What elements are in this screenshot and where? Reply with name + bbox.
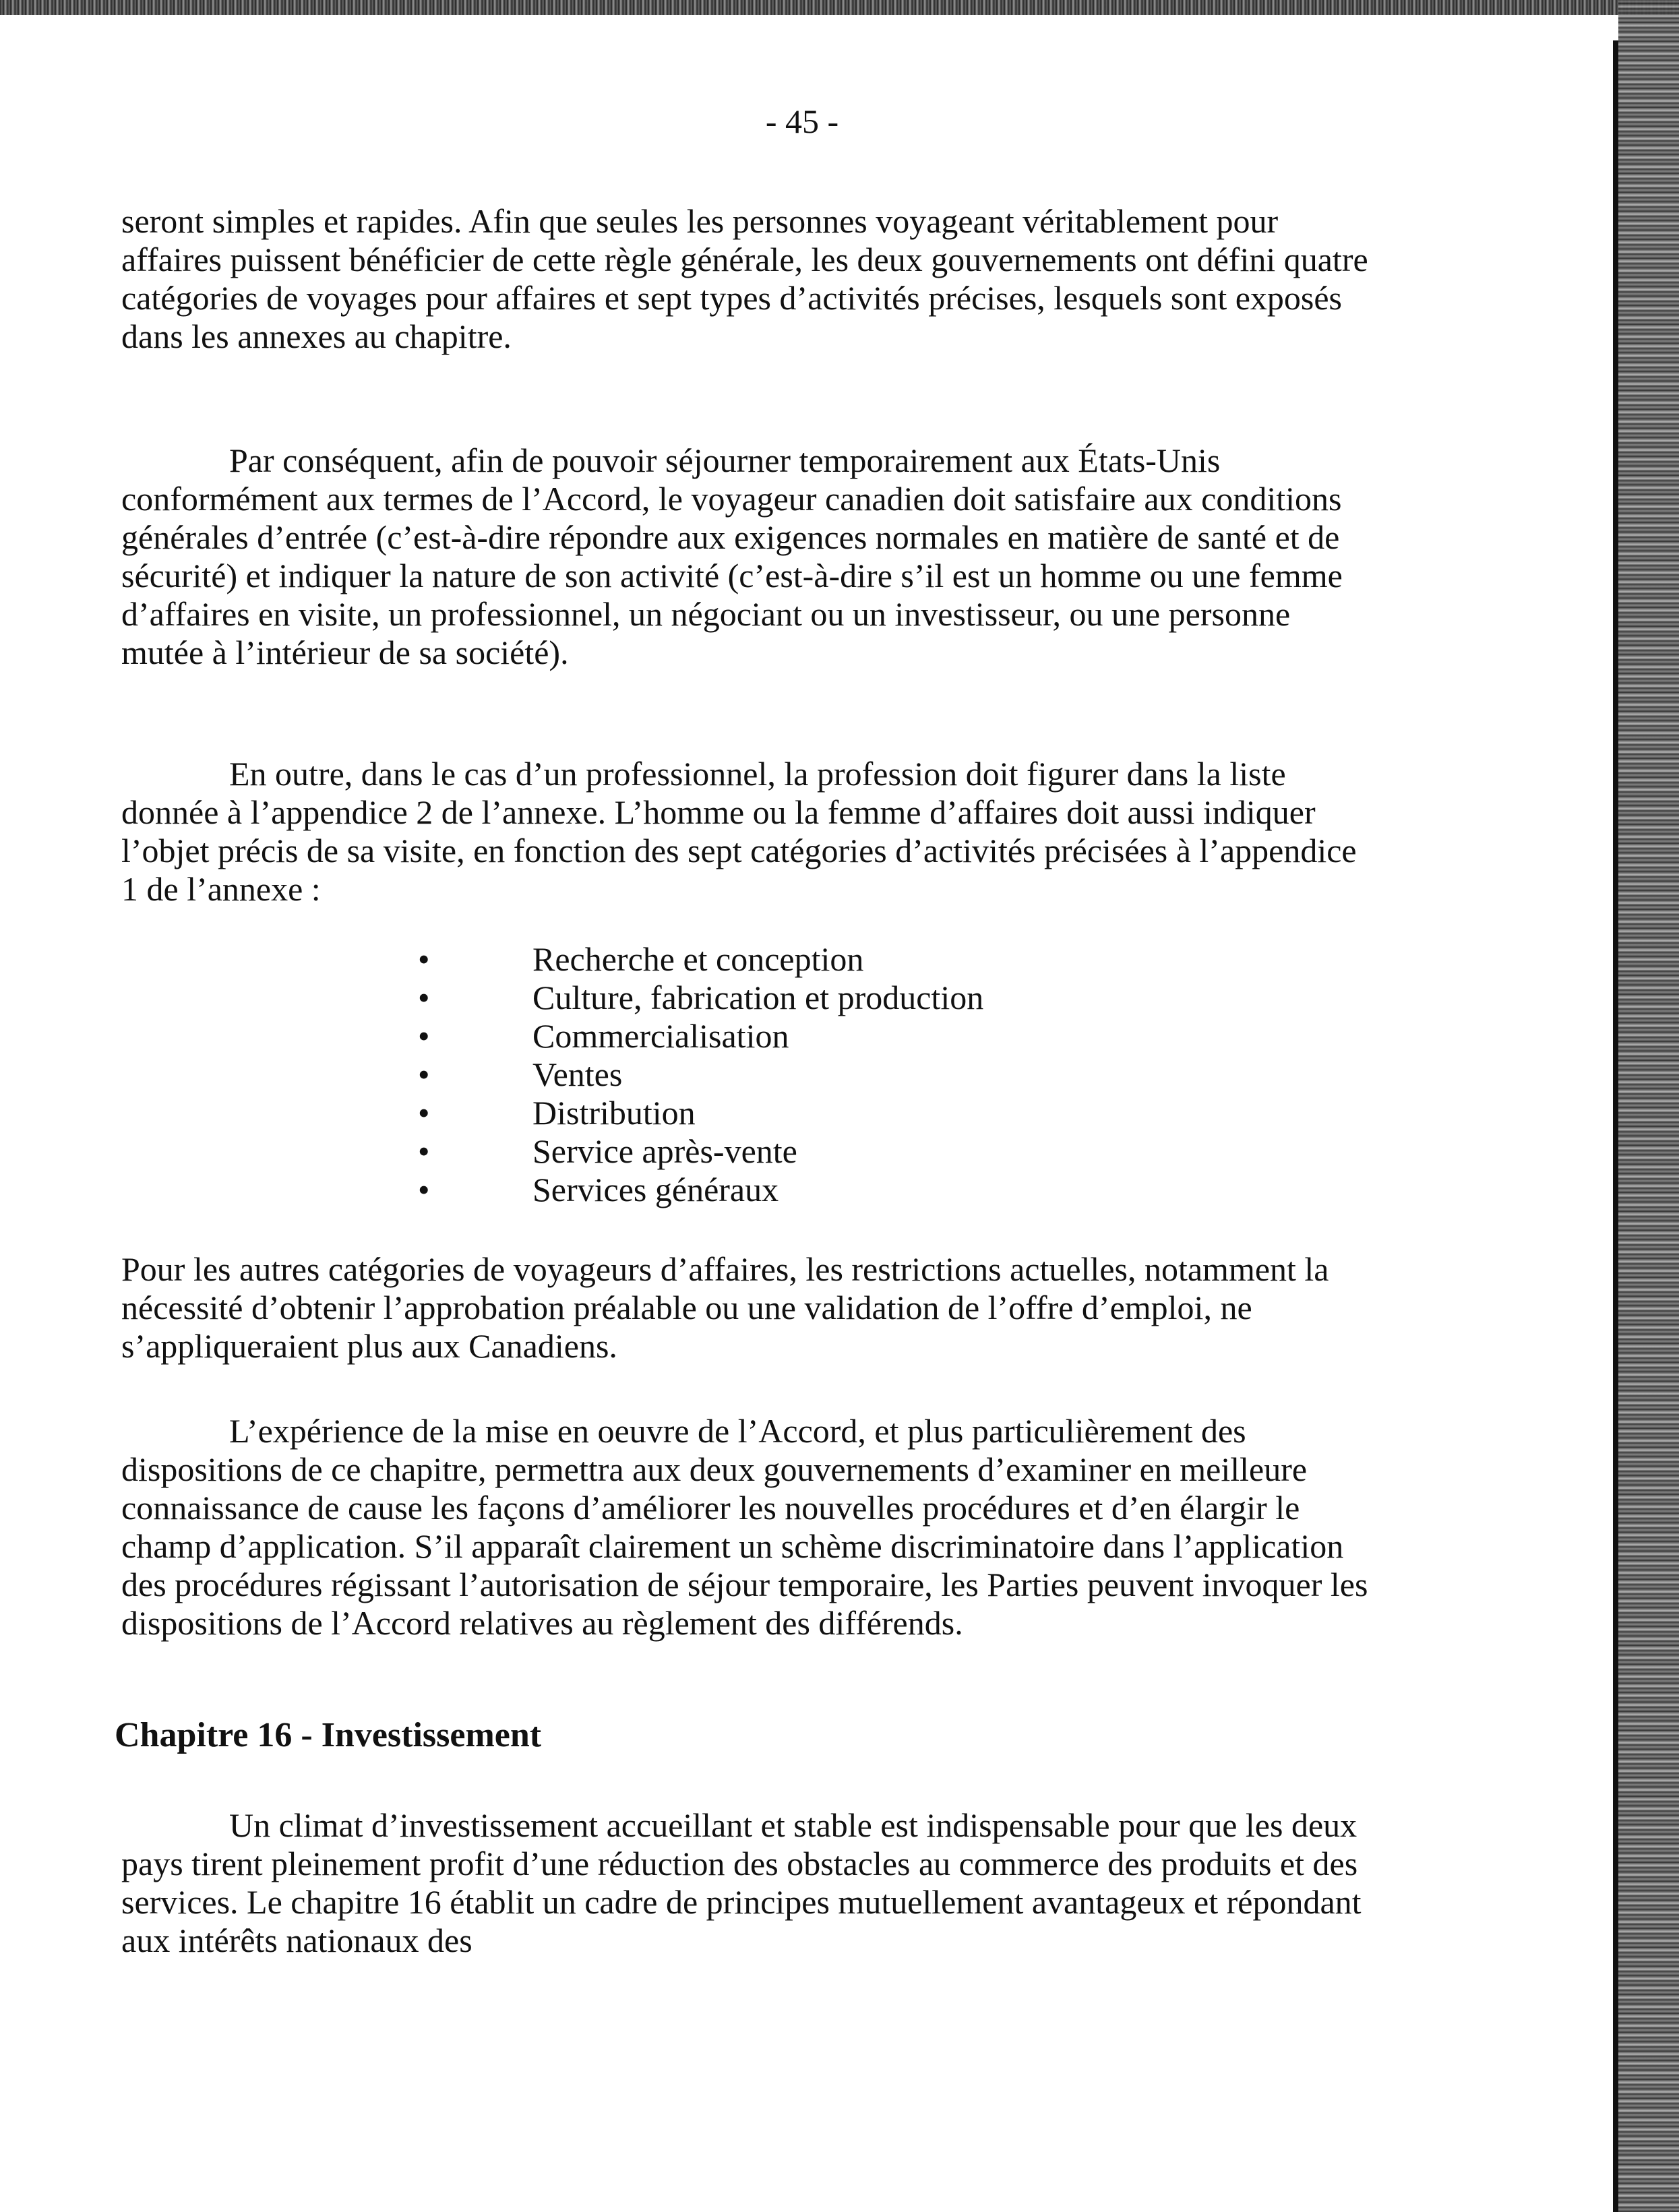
page-border bbox=[1613, 40, 1618, 2212]
paragraph-2: Par conséquent, afin de pouvoir séjourner temporairement aux États-Unis conformément aux termes de l’Accord, le voyageur canadien doit satisfaire aux conditions générales d’entrée (c’est-à-dire répondre aux exigences normales en matière de santé et de sécurité) et indiquer la nature de son activité (c’est-à-dire s’il est un homme ou une femme d’affaires en visite, un professionnel, un négociant ou un investisseur, ou une personne mutée à l’intérieur de sa société). bbox=[121, 441, 1343, 671]
list-item-text: Culture, fabrication et production bbox=[532, 979, 984, 1016]
paragraph-3: En outre, dans le cas d’un professionnel, la profession doit figurer dans la liste donnée à l’appendice 2 de l’annexe. L’homme ou la femme d’affaires doit aussi indiquer l’objet précis de sa visite, en fonction des sept catégories d’activités précisées à l’appendice 1 de l’annexe : bbox=[121, 755, 1357, 908]
list-item-text: Services généraux bbox=[532, 1171, 779, 1208]
paragraph-5: L’expérience de la mise en oeuvre de l’Accord, et plus particulièrement des dispositions de ce chapitre, permettra aux deux gouvernements d’examiner en meilleure connaissance de cause les façons d’améliorer les nouvelles procédures et d’en élargir le champ d’application. S’il apparaît clairement un schème discriminatoire dans l’application des procédures régissant l’autorisation de séjour temporaire, les Parties peuvent invoquer les dispositions de l’Accord relatives au règlement des différends. bbox=[121, 1412, 1368, 1642]
bullet-icon: • bbox=[418, 1017, 430, 1055]
list-item bbox=[418, 1017, 983, 1055]
bullet-icon: • bbox=[418, 1171, 430, 1208]
paragraph-1: seront simples et rapides. Afin que seules les personnes voyageant véritablement pour affaires puissent bénéficier de cette règle générale, les deux gouvernements ont défini quatre catégories de voyages pour affaires et sept types d’activités précises, lesquels sont exposés dans les annexes au chapitre. bbox=[121, 202, 1368, 355]
list-item bbox=[418, 1132, 983, 1171]
list-item bbox=[418, 1094, 983, 1132]
list-item bbox=[418, 1171, 983, 1209]
list-item-text: Ventes bbox=[532, 1055, 623, 1093]
list-item-text: Service après-vente bbox=[532, 1132, 797, 1170]
bullet-icon: • bbox=[418, 979, 430, 1016]
list-item-text: Distribution bbox=[532, 1094, 696, 1132]
bullet-icon: • bbox=[418, 1055, 430, 1093]
list-item-text: Commercialisation bbox=[532, 1017, 789, 1055]
page-number: - 45 - bbox=[765, 102, 839, 140]
list-item-text: Recherche et conception bbox=[532, 940, 864, 978]
list-item bbox=[418, 979, 983, 1017]
bullet-icon: • bbox=[418, 940, 430, 978]
bullet-icon: • bbox=[418, 1094, 430, 1132]
paragraph-4: Pour les autres catégories de voyageurs d’affaires, les restrictions actuelles, notamment la nécessité d’obtenir l’approbation préalable ou une validation de l’offre d’emploi, ne s’appliqueraient plus aux Canadiens. bbox=[121, 1250, 1329, 1365]
scan-right-edge bbox=[1618, 0, 1679, 2212]
section-heading: Chapitre 16 - Investissement bbox=[115, 1716, 542, 1754]
paragraph-6: Un climat d’investissement accueillant et stable est indispensable pour que les deux pays tirent pleinement profit d’une réduction des obstacles au commerce des produits et des services. Le chapitre 16 établit un cadre de principes mutuellement avantageux et répondant aux intérêts nationaux des bbox=[121, 1806, 1362, 1959]
bullet-icon: • bbox=[418, 1132, 430, 1170]
list-item bbox=[418, 1055, 983, 1094]
list-item bbox=[418, 940, 983, 979]
activity-list bbox=[418, 940, 983, 1209]
